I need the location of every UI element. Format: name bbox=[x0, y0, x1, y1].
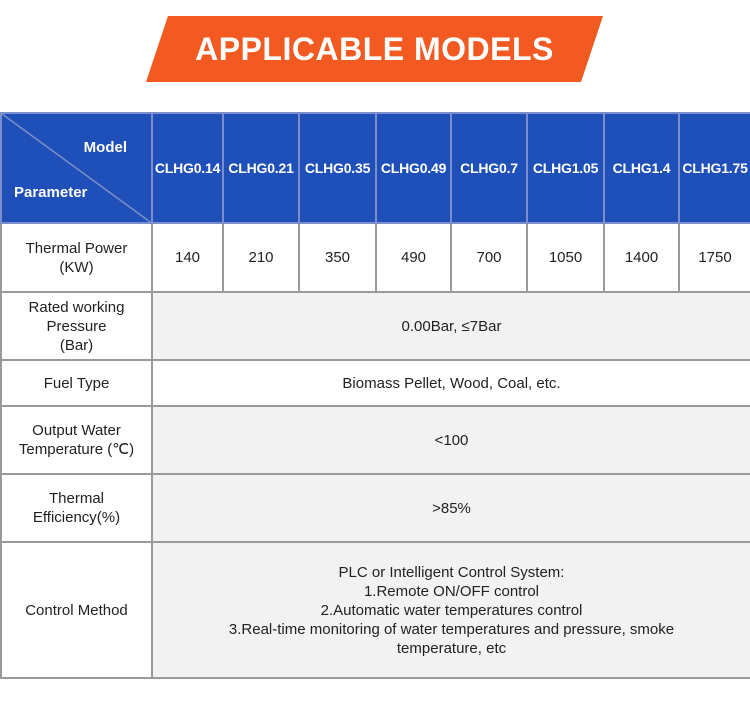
pressure-label-line3: (Bar) bbox=[59, 336, 94, 354]
efficiency-label bbox=[1, 474, 152, 542]
control-line: 2.Automatic water temperatures control bbox=[320, 601, 583, 619]
water-temp-label-line2: Temperature (℃) bbox=[18, 441, 135, 458]
model-header: CLHG0.35 bbox=[299, 113, 376, 223]
corner-parameter-label: Parameter bbox=[14, 184, 88, 201]
pressure-value: 0.00Bar, ≤7Bar bbox=[152, 292, 750, 360]
model-header: CLHG0.49 bbox=[376, 113, 451, 223]
thermal-power-value: 1050 bbox=[527, 223, 604, 292]
thermal-power-value: 210 bbox=[223, 223, 299, 292]
corner-diagonal bbox=[2, 114, 153, 224]
thermal-power-value: 1750 bbox=[679, 223, 750, 292]
title-banner bbox=[146, 16, 603, 82]
efficiency-label-line1: Thermal bbox=[48, 490, 104, 507]
control-line: temperature, etc bbox=[396, 639, 507, 657]
control-line: 3.Real-time monitoring of water temperatures and pressure, smoke bbox=[228, 620, 675, 638]
control-row bbox=[1, 542, 750, 678]
model-header: CLHG1.05 bbox=[527, 113, 604, 223]
water-temp-label bbox=[1, 406, 152, 474]
control-label: Control Method bbox=[1, 542, 152, 678]
pressure-row bbox=[1, 292, 750, 360]
thermal-power-label-line1: Thermal Power bbox=[25, 239, 128, 257]
water-temp-value: <100 bbox=[152, 406, 750, 474]
control-line: 1.Remote ON/OFF control bbox=[363, 582, 540, 600]
fuel-label: Fuel Type bbox=[1, 360, 152, 406]
banner-title: APPLICABLE MODELS bbox=[195, 30, 554, 67]
thermal-power-value: 490 bbox=[376, 223, 451, 292]
thermal-power-value: 140 bbox=[152, 223, 223, 292]
thermal-power-value: 700 bbox=[451, 223, 527, 292]
thermal-power-value: 350 bbox=[299, 223, 376, 292]
efficiency-row bbox=[1, 474, 750, 542]
model-header: CLHG1.75 bbox=[679, 113, 750, 223]
thermal-power-label bbox=[1, 223, 152, 292]
control-line: PLC or Intelligent Control System: bbox=[338, 563, 565, 581]
water-temp-row bbox=[1, 406, 750, 474]
pressure-label-line2: Pressure bbox=[46, 317, 107, 335]
fuel-value: Biomass Pellet, Wood, Coal, etc. bbox=[152, 360, 750, 406]
thermal-power-value: 1400 bbox=[604, 223, 679, 292]
model-header: CLHG0.21 bbox=[223, 113, 299, 223]
spec-table bbox=[0, 112, 750, 679]
corner-model-label: Model bbox=[83, 139, 127, 156]
control-value bbox=[152, 542, 750, 678]
efficiency-value: >85% bbox=[152, 474, 750, 542]
efficiency-label-line2: Efficiency(%) bbox=[32, 509, 121, 526]
pressure-label-line1: Rated working bbox=[28, 298, 125, 316]
thermal-power-label-line2: (KW) bbox=[59, 258, 94, 276]
model-header: CLHG0.14 bbox=[152, 113, 223, 223]
header-row bbox=[1, 113, 750, 223]
corner-cell bbox=[1, 113, 152, 223]
pressure-label bbox=[1, 292, 152, 360]
fuel-row bbox=[1, 360, 750, 406]
water-temp-label-line1: Output Water bbox=[32, 422, 121, 439]
thermal-power-row bbox=[1, 223, 750, 292]
model-header: CLHG0.7 bbox=[451, 113, 527, 223]
model-header: CLHG1.4 bbox=[604, 113, 679, 223]
